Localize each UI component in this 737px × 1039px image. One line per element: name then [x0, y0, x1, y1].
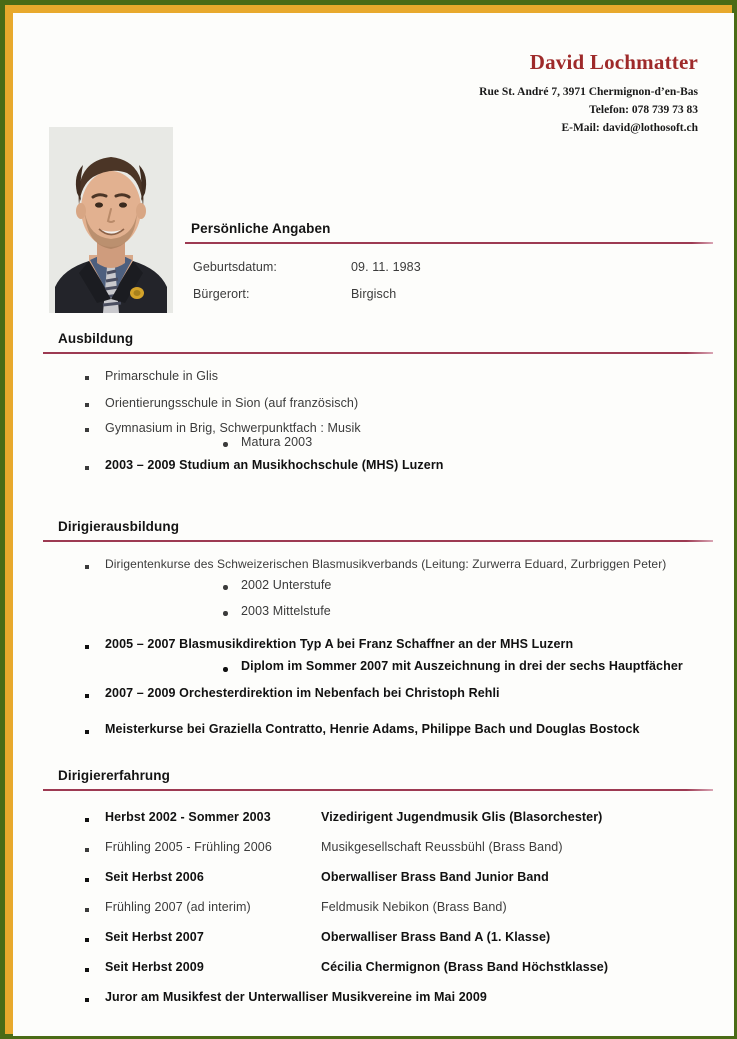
bullet-square-icon [85, 645, 89, 649]
experience-role-5: Cécilia Chermignon (Brass Band Höchstklasse) [321, 960, 609, 974]
contact-phone: Telefon: 078 739 73 83 [589, 103, 698, 116]
personal-value-1: Birgisch [351, 287, 397, 301]
conducting-education-item-0: Dirigentenkurse des Schweizerischen Blasmusikverbands (Leitung: Zurwerra Eduard, Zurbriggen Peter) [105, 557, 667, 571]
experience-period-5: Seit Herbst 2009 [105, 960, 204, 974]
bullet-square-icon [85, 818, 89, 822]
bullet-square-icon [85, 694, 89, 698]
experience-role-4: Oberwalliser Brass Band A (1. Klasse) [321, 930, 551, 944]
contact-details [479, 84, 698, 137]
bullet-square-icon [85, 466, 89, 470]
bullet-square-icon [85, 403, 89, 407]
bullet-square-icon [85, 908, 89, 912]
conducting-education-item-6: Meisterkurse bei Graziella Contratto, Henrie Adams, Philippe Bach und Douglas Bostock [105, 722, 640, 736]
bullet-square-icon [85, 848, 89, 852]
personal-label-0: Geburtsdatum: [193, 260, 277, 274]
contact-address: Rue St. André 7, 3971 Chermignon-d’en-Bas [479, 86, 698, 99]
bullet-square-icon [85, 938, 89, 942]
section-heading-education: Ausbildung [58, 331, 134, 346]
conducting-education-item-1: 2002 Unterstufe [241, 578, 332, 592]
section-rule-personal [185, 242, 713, 244]
bullet-square-icon [85, 730, 89, 734]
experience-period-4: Seit Herbst 2007 [105, 930, 204, 944]
portrait-photo [49, 127, 173, 313]
conducting-education-item-5: 2007 – 2009 Orchesterdirektion im Nebenfach bei Christoph Rehli [105, 686, 500, 700]
page-frame-gold [5, 5, 732, 1034]
conducting-education-item-2: 2003 Mittelstufe [241, 604, 331, 618]
experience-period-2: Seit Herbst 2006 [105, 870, 204, 884]
bullet-dot-icon [223, 585, 228, 590]
bullet-square-icon [85, 968, 89, 972]
personal-value-0: 09. 11. 1983 [351, 260, 421, 274]
experience-final-item: Juror am Musikfest der Unterwalliser Musikvereine im Mai 2009 [105, 990, 487, 1004]
section-rule-education [43, 352, 713, 354]
education-item-0: Primarschule in Glis [105, 369, 219, 383]
education-item-1: Orientierungsschule in Sion (auf französisch) [105, 396, 359, 410]
conducting-education-item-3: 2005 – 2007 Blasmusikdirektion Typ A bei Franz Schaffner an der MHS Luzern [105, 637, 574, 651]
experience-role-1: Musikgesellschaft Reussbühl (Brass Band) [321, 840, 563, 854]
bullet-square-icon [85, 428, 89, 432]
bullet-square-icon [85, 878, 89, 882]
education-item-3: Matura 2003 [241, 435, 313, 449]
section-rule-conducting-education [43, 540, 713, 542]
education-item-4: 2003 – 2009 Studium an Musikhochschule (MHS) Luzern [105, 458, 444, 472]
experience-role-3: Feldmusik Nebikon (Brass Band) [321, 900, 507, 914]
experience-role-2: Oberwalliser Brass Band Junior Band [321, 870, 549, 884]
education-item-2 [105, 421, 361, 435]
bullet-dot-icon [223, 611, 228, 616]
section-rule-conducting-experience [43, 789, 713, 791]
section-heading-conducting-experience: Dirigiererfahrung [58, 768, 170, 783]
page-title: David Lochmatter [529, 50, 698, 74]
bullet-dot-icon [223, 442, 228, 447]
experience-period-0: Herbst 2002 - Sommer 2003 [105, 810, 271, 824]
bullet-square-icon [85, 998, 89, 1002]
education-item-2-plain: Gymnasium in Brig, [105, 421, 220, 435]
bullet-square-icon [85, 376, 89, 380]
portrait-photo-image [49, 127, 173, 313]
education-item-2-emphasis: Schwerpunktfach : Musik [219, 421, 361, 435]
page-artifact [35, 1008, 52, 1018]
bullet-square-icon [85, 565, 89, 569]
contact-email: E-Mail: david@lothosoft.ch [561, 121, 698, 134]
personal-label-1: Bürgerort: [193, 287, 250, 301]
bullet-dot-icon [223, 667, 228, 672]
section-heading-conducting-education: Dirigierausbildung [58, 519, 180, 534]
experience-period-3: Frühling 2007 (ad interim) [105, 900, 251, 914]
experience-period-1: Frühling 2005 - Frühling 2006 [105, 840, 272, 854]
section-heading-personal: Persönliche Angaben [191, 221, 331, 236]
header-block [479, 51, 698, 138]
conducting-education-item-4: Diplom im Sommer 2007 mit Auszeichnung in drei der sechs Hauptfächer [241, 659, 683, 673]
cv-page [13, 13, 734, 1036]
experience-role-0: Vizedirigent Jugendmusik Glis (Blasorchester) [321, 810, 603, 824]
